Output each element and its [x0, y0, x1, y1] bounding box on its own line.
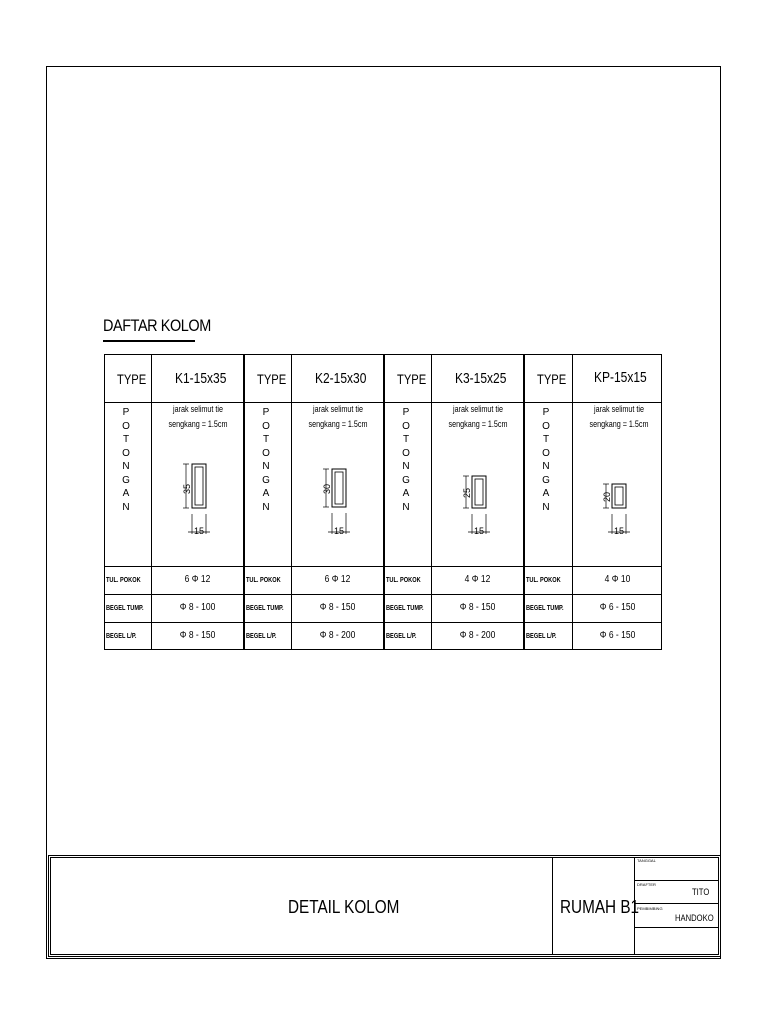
field-label-pembimbing: PEMBIMBING [637, 906, 663, 911]
dim-height-k3: 25 [462, 487, 472, 498]
dim-width-k3: 15 [474, 526, 485, 536]
value-begel-lp-kp: Φ 6 - 150 [599, 630, 636, 641]
drafter-name: TITO [692, 887, 710, 897]
table-col-divider [384, 354, 385, 650]
section-title-underline [103, 340, 195, 342]
table-col-divider [151, 354, 152, 650]
value-begel-tump-k1: Φ 8 - 100 [179, 602, 216, 613]
project-name: RUMAH B1 [560, 897, 640, 917]
title-block-field-divider [634, 880, 719, 881]
section-title: DAFTAR KOLOM [103, 316, 211, 335]
pembimbing-name: HANDOKO [675, 913, 714, 923]
dim-height-k1: 35 [182, 483, 192, 494]
dim-width-k2: 15 [334, 526, 345, 536]
row-label-begel-lp: BEGEL L/P. [246, 631, 277, 640]
field-label-tanggal: TANGGAL [637, 858, 656, 863]
value-begel-lp-k2: Φ 8 - 200 [319, 630, 356, 641]
title-block-field-divider [634, 927, 719, 928]
potongan-label: POTONGAN [122, 407, 130, 513]
cover-note [445, 402, 511, 432]
potongan-label: POTONGAN [262, 407, 270, 513]
type-header: TYPE [397, 371, 427, 387]
dim-width-kp: 15 [614, 526, 625, 536]
potongan-label: POTONGAN [542, 407, 550, 513]
row-label-tul-pokok: TUL. POKOK [246, 575, 281, 584]
table-col-divider [572, 354, 573, 650]
type-header: TYPE [117, 371, 147, 387]
table-col-divider [244, 354, 245, 650]
table-col-divider [291, 354, 292, 650]
dim-height-kp: 20 [602, 491, 612, 502]
row-label-begel-tump: BEGEL TUMP. [526, 603, 564, 612]
row-label-begel-tump: BEGEL TUMP. [386, 603, 424, 612]
row-label-begel-tump: BEGEL TUMP. [106, 603, 144, 612]
field-label-drafter: DRAFTER [637, 882, 656, 887]
value-begel-tump-k2: Φ 8 - 150 [319, 602, 356, 613]
table-col-divider [431, 354, 432, 650]
cover-note [165, 402, 231, 432]
title-block-divider [552, 857, 553, 955]
row-label-begel-tump: BEGEL TUMP. [246, 603, 284, 612]
cover-note-line2: sengkang = 1.5cm [448, 419, 508, 429]
value-tul-pokok-k1: 6 Φ 12 [184, 574, 211, 585]
title-block-field-divider [634, 903, 719, 904]
row-label-tul-pokok: TUL. POKOK [386, 575, 421, 584]
column-type-name: K3-15x25 [455, 370, 507, 387]
column-type-name: KP-15x15 [594, 369, 647, 386]
drawing-title: DETAIL KOLOM [288, 897, 400, 917]
cover-note-line2: sengkang = 1.5cm [589, 419, 649, 429]
table-col-divider [524, 354, 525, 650]
cover-note-line1: jarak selimut tie [172, 404, 224, 414]
potongan-label: POTONGAN [402, 407, 410, 513]
value-begel-lp-k1: Φ 8 - 150 [179, 630, 216, 641]
value-tul-pokok-kp: 4 Φ 10 [604, 574, 631, 585]
column-type-name: K1-15x35 [175, 370, 227, 387]
column-type-name: K2-15x30 [315, 370, 367, 387]
row-label-tul-pokok: TUL. POKOK [526, 575, 561, 584]
cover-note-line1: jarak selimut tie [312, 404, 364, 414]
type-header: TYPE [257, 371, 287, 387]
row-label-begel-lp: BEGEL L/P. [386, 631, 417, 640]
value-tul-pokok-k3: 4 Φ 12 [464, 574, 491, 585]
cover-note [586, 402, 652, 432]
value-tul-pokok-k2: 6 Φ 12 [324, 574, 351, 585]
dim-width-k1: 15 [194, 526, 205, 536]
row-label-begel-lp: BEGEL L/P. [526, 631, 557, 640]
type-header: TYPE [537, 371, 567, 387]
cover-note [305, 402, 371, 432]
cover-note-line1: jarak selimut tie [452, 404, 504, 414]
value-begel-tump-k3: Φ 8 - 150 [459, 602, 496, 613]
row-label-tul-pokok: TUL. POKOK [106, 575, 141, 584]
cover-note-line1: jarak selimut tie [593, 404, 645, 414]
dim-height-k2: 30 [322, 483, 332, 494]
value-begel-tump-kp: Φ 6 - 150 [599, 602, 636, 613]
row-label-begel-lp: BEGEL L/P. [106, 631, 137, 640]
value-begel-lp-k3: Φ 8 - 200 [459, 630, 496, 641]
cover-note-line2: sengkang = 1.5cm [308, 419, 368, 429]
cover-note-line2: sengkang = 1.5cm [168, 419, 228, 429]
